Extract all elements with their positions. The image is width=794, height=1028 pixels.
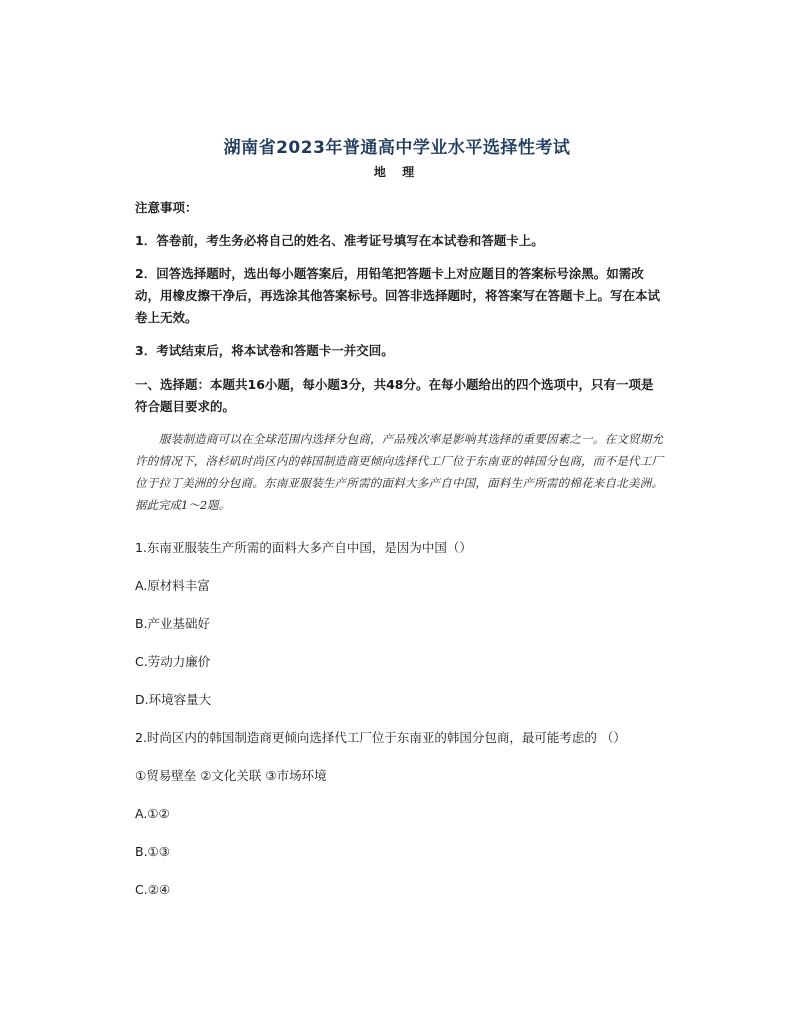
question-2-stem: 2.时尚区内的韩国制造商更倾向选择代工厂位于东南亚的韩国分包商，最可能考虑的 （） xyxy=(135,730,626,745)
question-1-option-a: A.原材料丰富 xyxy=(135,578,210,593)
exam-title: 湖南省2023年普通高中学业水平选择性考试 xyxy=(223,138,571,158)
section-heading: 一、选择题：本题共16小题，每小题3分，共48分。在每小题给出的四个选项中，只有一项是符合题目要求的。 xyxy=(135,377,654,414)
notice-item-2: 2．回答选择题时，选出每小题答案后，用铅笔把答题卡上对应题目的答案标号涂黑。如需改动，用橡皮擦干净后，再选涂其他答案标号。回答非选择题时，将答案写在答题卡上。写在本试卷上无效。 xyxy=(135,266,661,325)
question-1-stem: 1.东南亚服装生产所需的面料大多产自中国，是因为中国（） xyxy=(135,540,472,555)
notice-item-1: 1．答卷前，考生务必将自己的姓名、准考证号填写在本试卷和答题卡上。 xyxy=(135,233,544,248)
reading-passage: 服装制造商可以在全球范围内选择分包商，产品残次率是影响其选择的重要因素之一。在文贸期允许的情况下，洛杉矶时尚区内的韩国制造商更倾向选择代工厂位于东南亚的韩国分包商，而不是代工厂位于拉丁美洲的分包商。东南亚服装生产所需的面料大多产自中国，面料生产所需的棉花来自北美洲。据此完成1～2题。 xyxy=(135,432,663,512)
notice-item-3: 3．考试结束后，将本试卷和答题卡一并交回。 xyxy=(135,343,394,358)
question-2-option-a: A.①② xyxy=(135,806,170,821)
question-1-option-b: B.产业基础好 xyxy=(135,616,211,631)
question-2-factors: ①贸易壁垒 ②文化关联 ③市场环境 xyxy=(135,768,327,783)
question-2-option-c: C.②④ xyxy=(135,882,171,897)
question-1-option-d: D.环境容量大 xyxy=(135,692,212,707)
question-1-option-c: C.劳动力廉价 xyxy=(135,654,211,669)
question-2-option-b: B.①③ xyxy=(135,844,170,859)
exam-subject: 地 理 xyxy=(373,165,421,179)
notice-heading: 注意事项： xyxy=(135,200,198,215)
